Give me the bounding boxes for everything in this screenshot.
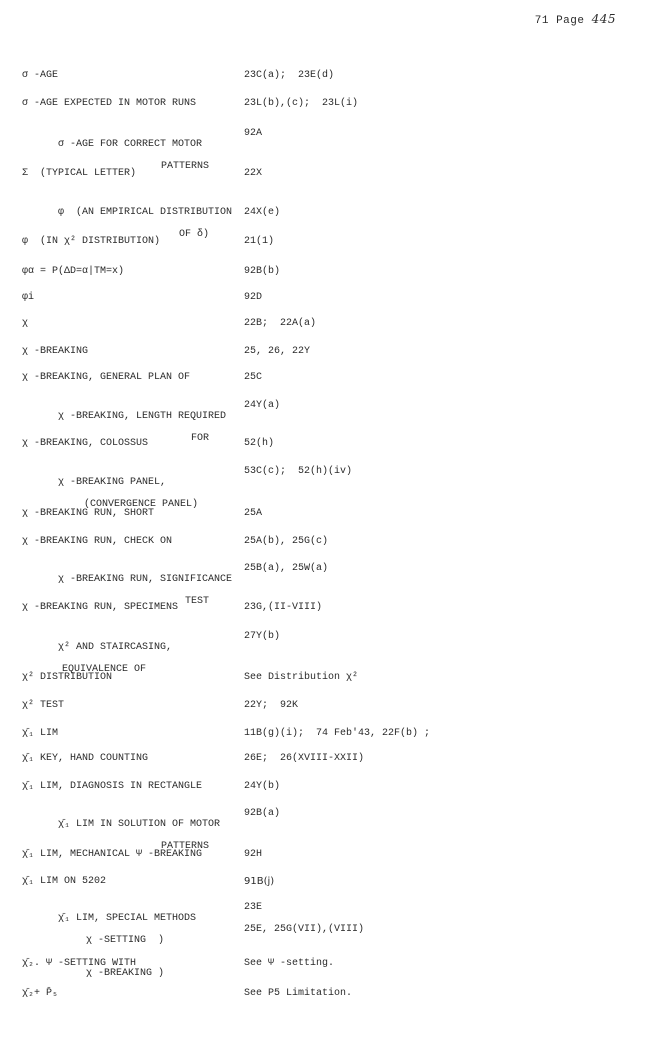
entry-term-continuation: EQUIVALENCE OF [62, 664, 147, 675]
entry-reference: 24Y(a) [244, 400, 281, 411]
entry-term: χ̄₂. Ψ -SETTING WITH [22, 958, 137, 969]
entry-reference: 22B; 22A(a) [244, 318, 317, 329]
entry-term-continuation: TEST [184, 596, 209, 607]
entry-reference: 27Y(b) [244, 631, 281, 642]
entry-term: χ̄₁ LIM, MECHANICAL Ψ -BREAKING [22, 849, 203, 860]
entry-term: φα = P(ΔD=α|TM=x) [22, 266, 125, 277]
entry-term-line: σ -AGE FOR CORRECT MOTOR [58, 139, 203, 150]
entry-term: χ̄₁ KEY, HAND COUNTING [22, 753, 149, 764]
entry-term [22, 631, 237, 697]
entry-reference: 24Y(b) [244, 781, 281, 792]
entry-reference: 92B(a) [244, 808, 281, 819]
entry-reference: 25B(a), 25W(a) [244, 563, 329, 574]
entry-term: Σ (TYPICAL LETTER) [22, 168, 137, 179]
entry-term: χ [22, 318, 29, 329]
entry-term: χ̄₁ LIM ON 5202 [22, 876, 107, 887]
entry-reference: 92B(b) [244, 266, 281, 277]
entry-term-continuation: FOR [190, 433, 209, 444]
entry-term [22, 563, 237, 629]
entry-term [22, 466, 237, 532]
entry-reference: 92A [244, 128, 263, 139]
entry-term-continuation: χ -BREAKING ) [86, 968, 165, 979]
entry-reference: 23G,(II-VIII) [244, 602, 323, 613]
entry-term: χ² TEST [22, 700, 65, 711]
entry-term: σ -AGE EXPECTED IN MOTOR RUNS [22, 98, 197, 109]
entry-reference: 92H [244, 849, 263, 860]
entry-reference: 24X(e) [244, 207, 281, 218]
entry-reference: 25A [244, 508, 263, 519]
entry-term: χ² DISTRIBUTION [22, 672, 113, 683]
entry-reference: See Distribution χ² [244, 672, 359, 683]
entry-reference: 52(h) [244, 438, 275, 449]
page-number: 445 [591, 12, 616, 26]
entry-term [22, 808, 237, 874]
entry-term: χ̄₁ LIM, DIAGNOSIS IN RECTANGLE [22, 781, 203, 792]
entry-term: σ -AGE [22, 70, 59, 81]
entry-term: χ -BREAKING RUN, SPECIMENS [22, 602, 179, 613]
entry-reference: 21(1) [244, 236, 275, 247]
entry-reference: 11B(g)(i); 74 Feb'43, 22F(b) ; [244, 728, 431, 739]
entry-term-continuation: OF δ) [178, 229, 209, 240]
entry-term: χ -BREAKING, GENERAL PLAN OF [22, 372, 191, 383]
entry-term: χ -BREAKING RUN, CHECK ON [22, 536, 173, 547]
entry-term-continuation: χ -SETTING ) [86, 935, 165, 946]
entry-reference: 53C(c); 52(h)(iv) [244, 466, 353, 477]
entry-term-line: χ -BREAKING PANEL, [58, 477, 167, 488]
page-header [535, 12, 616, 27]
entry-term: χ̄₁ LIM [22, 728, 59, 739]
entry-reference: 91B(j) [244, 876, 275, 887]
entry-term-line: χ̄₁ LIM, SPECIAL METHODS [58, 913, 197, 924]
page-header-prefix: 71 Page [534, 15, 585, 27]
entry-term-continuation: (CONVERGENCE PANEL) [84, 499, 199, 510]
entry-reference-secondary: 25E, 25G(VII),(VIII) [244, 924, 365, 935]
entry-term: χ -BREAKING [22, 346, 89, 357]
entry-reference: See Ψ -setting. [244, 958, 335, 969]
entry-term: χ -BREAKING, COLOSSUS [22, 438, 149, 449]
entry-term: χ -BREAKING RUN, SHORT [22, 508, 155, 519]
entry-reference: 23E [244, 902, 263, 913]
entry-term: φi [22, 292, 35, 303]
entry-reference: See P5 Limitation. [244, 988, 353, 999]
entry-reference: 92D [244, 292, 263, 303]
entry-term [22, 196, 237, 262]
entry-term-continuation: PATTERNS [160, 841, 209, 852]
entry-reference: 23C(a); 23E(d) [244, 70, 335, 81]
entry-term-line: χ̄₁ LIM IN SOLUTION OF MOTOR [58, 819, 221, 830]
entry-reference: 25C [244, 372, 263, 383]
entry-reference: 22X [244, 168, 263, 179]
entry-reference: 25, 26, 22Y [244, 346, 311, 357]
entry-term-line: φ (AN EMPIRICAL DISTRIBUTION [58, 207, 233, 218]
entry-term-line: χ -BREAKING RUN, SIGNIFICANCE [58, 574, 233, 585]
entry-term: χ̄₂+ P̄₅ [22, 988, 59, 999]
entry-term-line: χ -BREAKING, LENGTH REQUIRED [58, 411, 227, 422]
entry-term [22, 400, 237, 466]
entry-term-line: χ² AND STAIRCASING, [58, 642, 173, 653]
entry-reference: 23L(b),(c); 23L(i) [244, 98, 359, 109]
entry-reference: 25A(b), 25G(c) [244, 536, 329, 547]
entry-term-continuation: PATTERNS [160, 161, 209, 172]
entry-term [22, 902, 237, 1001]
entry-term: φ (IN χ² DISTRIBUTION) [22, 236, 161, 247]
entry-term [22, 128, 237, 194]
entry-reference: 26E; 26(XVIII-XXII) [244, 753, 365, 764]
entry-reference: 22Y; 92K [244, 700, 299, 711]
